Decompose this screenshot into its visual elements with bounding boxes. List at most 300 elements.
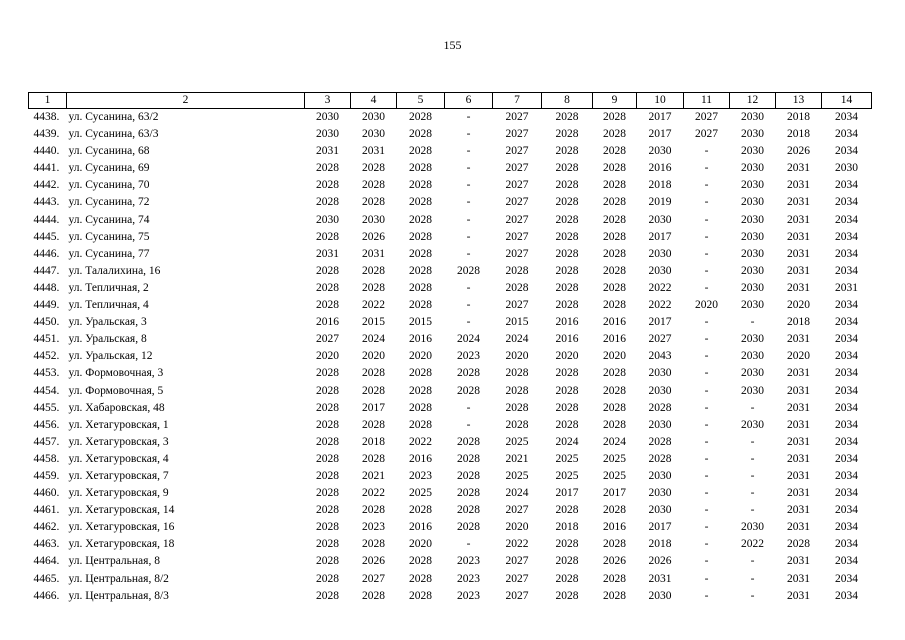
year-cell: 2031 [787,418,810,431]
year-cell: 2022 [648,299,672,312]
row-number-cell: 4456. [33,418,60,431]
table-row [29,571,872,588]
year-cell: 2030 [316,128,339,141]
row-number-cell: 4441. [33,162,60,175]
table-row [29,451,872,468]
row-number-cell: 4450. [33,316,60,329]
year-cell: 2026 [648,555,672,568]
column-header-9: 9 [593,93,637,109]
column-header-4: 4 [351,93,397,109]
row-number-cell: 4439. [33,128,60,141]
year-cell: 2027 [505,504,529,517]
year-cell: 2018 [648,179,672,192]
year-cell: 2031 [787,452,810,465]
year-cell: 2028 [603,538,626,551]
table-row [29,536,872,553]
year-cell: 2020 [362,350,385,363]
year-cell: 2031 [787,247,810,260]
year-cell: 2028 [505,281,529,294]
year-cell: 2028 [316,196,339,209]
year-cell: - [750,316,755,329]
address-cell: ул. Центральная, 8/3 [68,589,169,602]
year-cell: 2028 [555,555,579,568]
year-cell: 2025 [555,469,579,482]
table-row [29,212,872,229]
row-number-cell: 4464. [33,555,60,568]
year-cell: 2028 [409,128,432,141]
year-cell: 2030 [741,179,764,192]
year-cell: 2027 [505,145,529,158]
year-cell: 2027 [505,299,529,312]
year-cell: 2031 [787,264,810,277]
year-cell: 2031 [787,281,810,294]
year-cell: - [704,230,709,243]
year-cell: 2030 [648,418,672,431]
year-cell: 2025 [409,487,432,500]
year-cell: 2031 [787,589,810,602]
year-cell: 2028 [603,230,626,243]
year-cell: 2028 [409,213,432,226]
year-cell: 2028 [555,196,579,209]
year-cell: 2024 [505,487,529,500]
year-cell: 2028 [555,504,579,517]
year-cell: 2030 [741,367,764,380]
address-cell: ул. Сусанина, 72 [68,196,150,209]
year-cell: 2024 [555,435,579,448]
address-cell: ул. Центральная, 8 [68,555,160,568]
year-cell: 2030 [648,145,672,158]
year-cell: 2024 [457,333,480,346]
year-cell: 2034 [835,230,858,243]
year-cell: 2031 [787,196,810,209]
year-cell: 2028 [648,401,672,414]
year-cell: - [704,538,709,551]
table-row [29,194,872,211]
year-cell: 2028 [505,418,529,431]
table-row [29,400,872,417]
year-cell: 2034 [835,350,858,363]
table-row [29,263,872,280]
year-cell: 2028 [555,367,579,380]
year-cell: 2028 [603,589,626,602]
year-cell: 2030 [741,145,764,158]
year-cell: 2020 [603,350,626,363]
year-cell: 2028 [603,367,626,380]
year-cell: 2022 [409,435,432,448]
year-cell: 2028 [555,128,579,141]
address-cell: ул. Сусанина, 69 [68,162,150,175]
address-cell: ул. Сусанина, 68 [68,145,150,158]
year-cell: 2020 [555,350,579,363]
address-cell: ул. Сусанина, 77 [68,247,150,260]
column-header-6: 6 [445,93,493,109]
year-cell: 2028 [555,538,579,551]
year-cell: 2034 [835,213,858,226]
year-cell: 2028 [457,367,480,380]
year-cell: 2016 [409,333,432,346]
year-cell: 2028 [603,264,626,277]
year-cell: 2028 [555,281,579,294]
year-cell: 2034 [835,316,858,329]
address-cell: ул. Тепличная, 2 [68,281,149,294]
year-cell: 2028 [316,469,339,482]
year-cell: 2028 [555,299,579,312]
year-cell: - [466,230,471,243]
year-cell: 2028 [603,384,626,397]
year-cell: 2031 [787,401,810,414]
year-cell: 2022 [362,299,385,312]
year-cell: - [704,162,709,175]
year-cell: 2034 [835,504,858,517]
year-cell: 2043 [648,350,672,363]
year-cell: 2026 [787,145,810,158]
year-cell: 2030 [741,111,764,123]
year-cell: 2028 [409,367,432,380]
year-cell: 2031 [787,469,810,482]
year-cell: 2030 [648,469,672,482]
year-cell: 2027 [505,555,529,568]
year-cell: 2027 [505,230,529,243]
year-cell: 2028 [603,179,626,192]
year-cell: 2034 [835,555,858,568]
year-cell: 2028 [648,435,672,448]
year-cell: 2028 [555,384,579,397]
year-cell: 2028 [457,504,480,517]
year-cell: 2027 [316,333,339,346]
row-number-cell: 4446. [33,247,60,260]
year-cell: - [704,504,709,517]
year-cell: 2031 [787,572,810,585]
year-cell: 2028 [409,555,432,568]
year-cell: 2031 [787,179,810,192]
year-cell: 2025 [603,469,626,482]
row-number-cell: 4448. [33,281,60,294]
column-header-8: 8 [542,93,593,109]
year-cell: 2027 [505,572,529,585]
year-cell: - [466,179,471,192]
year-cell: - [466,316,471,329]
year-cell: 2034 [835,469,858,482]
year-cell: 2031 [835,281,858,294]
year-cell: 2034 [835,111,858,123]
address-cell: ул. Тепличная, 4 [68,299,149,312]
year-cell: 2030 [741,247,764,260]
year-cell: 2028 [555,401,579,414]
year-cell: 2027 [505,162,529,175]
year-cell: 2020 [409,350,432,363]
year-cell: 2028 [316,555,339,568]
year-cell: 2028 [555,111,579,123]
year-cell: 2027 [505,179,529,192]
year-cell: 2028 [362,264,385,277]
year-cell: 2028 [409,162,432,175]
year-cell: 2030 [741,128,764,141]
year-cell: 2025 [603,452,626,465]
year-cell: 2028 [409,264,432,277]
year-cell: - [704,350,709,363]
year-cell: 2028 [316,264,339,277]
year-cell: 2034 [835,589,858,602]
address-cell: ул. Хетагуровская, 7 [68,469,169,482]
year-cell: - [750,452,755,465]
year-cell: 2028 [505,367,529,380]
year-cell: 2028 [362,162,385,175]
year-cell: 2028 [316,367,339,380]
year-cell: 2030 [741,281,764,294]
year-cell: 2020 [316,350,339,363]
column-header-11: 11 [684,93,730,109]
table-body [29,109,872,605]
year-cell: 2031 [787,367,810,380]
year-cell: 2030 [648,247,672,260]
address-cell: ул. Талалихина, 16 [68,264,161,277]
year-cell: 2028 [316,538,339,551]
address-cell: ул. Уральская, 12 [68,350,153,363]
year-cell: 2028 [457,384,480,397]
address-cell: ул. Формовочная, 5 [68,384,164,397]
year-cell: 2031 [787,333,810,346]
row-number-cell: 4453. [33,367,60,380]
year-cell: 2022 [648,281,672,294]
year-cell: 2030 [741,299,764,312]
year-cell: 2023 [457,555,480,568]
year-cell: 2015 [505,316,529,329]
table-row [29,434,872,451]
year-cell: 2026 [362,230,385,243]
year-cell: - [466,299,471,312]
column-header-5: 5 [397,93,445,109]
year-cell: - [466,538,471,551]
year-cell: 2028 [505,384,529,397]
year-cell: 2028 [409,179,432,192]
row-number-cell: 4438. [33,111,60,123]
table-row [29,246,872,263]
row-number-cell: 4447. [33,264,60,277]
year-cell: 2016 [603,316,626,329]
table-row [29,177,872,194]
year-cell: - [704,589,709,602]
year-cell: - [704,145,709,158]
year-cell: - [466,196,471,209]
year-cell: 2030 [648,367,672,380]
year-cell: 2024 [505,333,529,346]
year-cell: 2028 [457,452,480,465]
year-cell: - [466,401,471,414]
year-cell: 2021 [505,452,529,465]
year-cell: 2028 [505,401,529,414]
year-cell: - [704,179,709,192]
year-cell: 2017 [555,487,579,500]
year-cell: 2030 [648,487,672,500]
table-row [29,502,872,519]
row-number-cell: 4457. [33,435,60,448]
row-number-cell: 4462. [33,521,60,534]
year-cell: 2028 [555,418,579,431]
year-cell: 2030 [741,384,764,397]
year-cell: 2028 [457,469,480,482]
year-cell: - [704,196,709,209]
year-cell: 2028 [603,299,626,312]
year-cell: 2028 [362,538,385,551]
year-cell: 2022 [362,487,385,500]
table-row [29,331,872,348]
year-cell: 2028 [316,299,339,312]
year-cell: 2034 [835,128,858,141]
year-cell: 2027 [505,213,529,226]
year-cell: 2028 [316,504,339,517]
year-cell: 2018 [787,128,810,141]
year-cell: - [750,487,755,500]
year-cell: 2016 [603,521,626,534]
year-cell: 2028 [409,145,432,158]
year-cell: 2028 [505,264,529,277]
year-cell: 2028 [555,572,579,585]
year-cell: - [704,452,709,465]
year-cell: 2028 [316,452,339,465]
row-number-cell: 4465. [33,572,60,585]
year-cell: 2028 [603,572,626,585]
year-cell: 2027 [695,128,718,141]
year-cell: 2023 [457,572,480,585]
year-cell: 2030 [362,213,385,226]
year-cell: 2028 [457,521,480,534]
address-cell: ул. Уральская, 8 [68,333,147,346]
year-cell: 2028 [409,111,432,123]
year-cell: 2028 [409,401,432,414]
year-cell: 2025 [505,469,529,482]
year-cell: 2028 [316,230,339,243]
year-cell: 2028 [555,230,579,243]
year-cell: 2031 [648,572,672,585]
year-cell: - [466,418,471,431]
year-cell: - [704,316,709,329]
year-cell: 2024 [362,333,385,346]
year-cell: 2017 [603,487,626,500]
year-cell: 2028 [555,145,579,158]
year-cell: - [750,504,755,517]
year-cell: 2028 [603,504,626,517]
year-cell: 2023 [457,350,480,363]
table-row [29,314,872,331]
year-cell: - [704,367,709,380]
year-cell: 2016 [409,521,432,534]
table-row [29,160,872,177]
year-cell: 2034 [835,333,858,346]
year-cell: 2015 [362,316,385,329]
year-cell: - [750,401,755,414]
address-cell: ул. Хетагуровская, 9 [68,487,169,500]
address-cell: ул. Сусанина, 63/2 [68,111,159,123]
table-row [29,126,872,143]
year-cell: - [704,384,709,397]
year-cell: - [750,469,755,482]
year-cell: 2028 [409,281,432,294]
year-cell: 2023 [457,589,480,602]
year-cell: 2015 [409,316,432,329]
year-cell: 2025 [505,435,529,448]
year-cell: 2026 [362,555,385,568]
year-cell: 2034 [835,196,858,209]
year-cell: 2017 [648,128,672,141]
year-cell: 2028 [316,435,339,448]
year-cell: - [466,145,471,158]
address-cell: ул. Сусанина, 75 [68,230,150,243]
year-cell: - [704,487,709,500]
row-number-cell: 4463. [33,538,60,551]
address-cell: ул. Сусанина, 74 [68,213,150,226]
year-cell: 2028 [457,435,480,448]
year-cell: 2027 [505,111,529,123]
data-table [28,92,872,605]
year-cell: 2020 [787,299,810,312]
year-cell: 2028 [362,281,385,294]
year-cell: 2030 [316,213,339,226]
year-cell: 2020 [409,538,432,551]
page-number: 155 [443,38,462,52]
year-cell: 2030 [741,521,764,534]
year-cell: 2016 [555,333,579,346]
year-cell: 2028 [362,418,385,431]
table-row [29,348,872,365]
year-cell: 2028 [362,589,385,602]
row-number-cell: 4444. [33,213,60,226]
year-cell: 2028 [457,487,480,500]
year-cell: 2031 [316,247,339,260]
year-cell: 2034 [835,452,858,465]
address-cell: ул. Хетагуровская, 14 [68,504,175,517]
year-cell: - [704,521,709,534]
year-cell: - [704,401,709,414]
year-cell: 2028 [409,504,432,517]
year-cell: 2017 [648,111,672,123]
year-cell: 2034 [835,435,858,448]
year-cell: 2020 [695,299,718,312]
table-row [29,468,872,485]
year-cell: 2031 [362,247,385,260]
year-cell: 2028 [603,196,626,209]
year-cell: 2022 [741,538,764,551]
year-cell: - [466,162,471,175]
year-cell: 2028 [555,247,579,260]
year-cell: 2028 [409,299,432,312]
year-cell: 2018 [555,521,579,534]
year-cell: 2028 [603,145,626,158]
year-cell: 2034 [835,572,858,585]
year-cell: 2018 [648,538,672,551]
address-cell: ул. Сусанина, 70 [68,179,150,192]
column-header-7: 7 [493,93,542,109]
year-cell: 2030 [741,350,764,363]
year-cell: 2023 [409,469,432,482]
year-cell: 2030 [741,162,764,175]
year-cell: 2028 [603,213,626,226]
year-cell: 2028 [555,213,579,226]
year-cell: 2031 [316,145,339,158]
year-cell: 2017 [362,401,385,414]
year-cell: - [704,264,709,277]
year-cell: 2034 [835,299,858,312]
year-cell: 2028 [316,179,339,192]
year-cell: 2034 [835,418,858,431]
year-cell: 2031 [787,435,810,448]
row-number-cell: 4454. [33,384,60,397]
year-cell: - [704,435,709,448]
year-cell: 2030 [648,504,672,517]
year-cell: 2030 [362,111,385,123]
year-cell: - [466,213,471,226]
year-cell: 2028 [316,572,339,585]
year-cell: 2023 [362,521,385,534]
